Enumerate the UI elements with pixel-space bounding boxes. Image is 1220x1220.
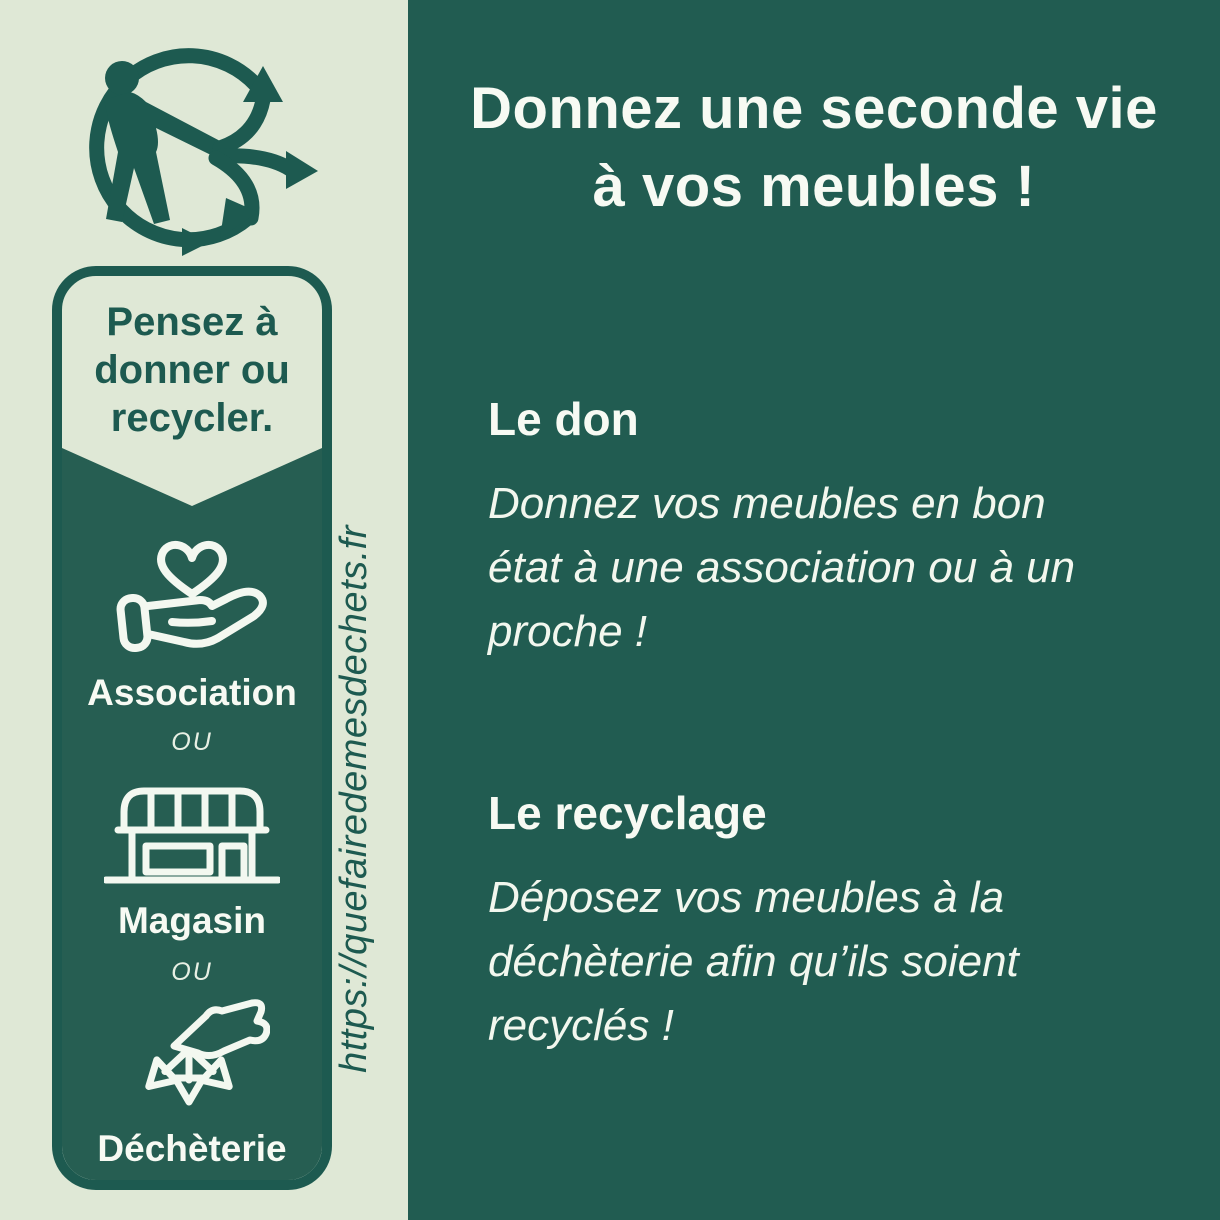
person-head xyxy=(105,61,139,95)
section-body-don xyxy=(488,472,1075,664)
hand-cuff xyxy=(119,597,148,649)
heart-in-hand-icon xyxy=(108,522,276,658)
option-label-magasin: Magasin xyxy=(117,900,267,941)
store-awning xyxy=(124,791,260,830)
option-separator: OU xyxy=(171,958,213,986)
store-awning-dividers xyxy=(151,791,232,830)
info-panel xyxy=(408,0,1220,1220)
body-line: proche ! xyxy=(488,607,647,656)
option-label-decheterie: Déchèterie xyxy=(97,1128,287,1169)
body-line: recyclés ! xyxy=(488,1001,674,1050)
hand-thumb-line xyxy=(172,621,212,623)
storefront-icon xyxy=(104,776,280,898)
hand-palm xyxy=(148,592,263,644)
sorting-hand-glyph xyxy=(174,1003,267,1056)
sorting-hand-icon xyxy=(114,994,270,1124)
triman-logo-graphic xyxy=(70,30,320,265)
store-window xyxy=(146,846,210,872)
page-title xyxy=(408,70,1220,226)
section-body-recyclage xyxy=(488,866,1019,1058)
body-line: état à une association ou à un xyxy=(488,543,1076,592)
person-body xyxy=(104,92,222,224)
option-separator: OU xyxy=(171,728,213,756)
card-banner xyxy=(62,298,322,442)
title-line-1: Donnez une seconde vie xyxy=(470,76,1158,141)
body-line: déchèterie afin qu’ils soient xyxy=(488,937,1019,986)
arrow-up-tail xyxy=(220,100,263,148)
option-label-association: Association xyxy=(87,672,297,713)
banner-line: donner ou xyxy=(94,348,290,392)
section-heading-recyclage: Le recyclage xyxy=(488,787,767,839)
banner-line: Pensez à xyxy=(106,300,278,344)
title-line-2: à vos meubles ! xyxy=(592,154,1036,219)
body-line: Déposez vos meubles à la xyxy=(488,873,1005,922)
arrow-right-head xyxy=(286,151,318,189)
triman-recycling-logo xyxy=(70,30,320,265)
website-url-link[interactable]: https://quefairedemesdechets.fr xyxy=(333,525,375,1073)
banner-line: recycler. xyxy=(110,396,274,440)
heart-glyph xyxy=(161,545,223,594)
section-heading-don: Le don xyxy=(488,393,639,445)
options-card xyxy=(52,266,332,1190)
store-door xyxy=(222,846,244,880)
body-line: Donnez vos meubles en bon xyxy=(488,479,1046,528)
